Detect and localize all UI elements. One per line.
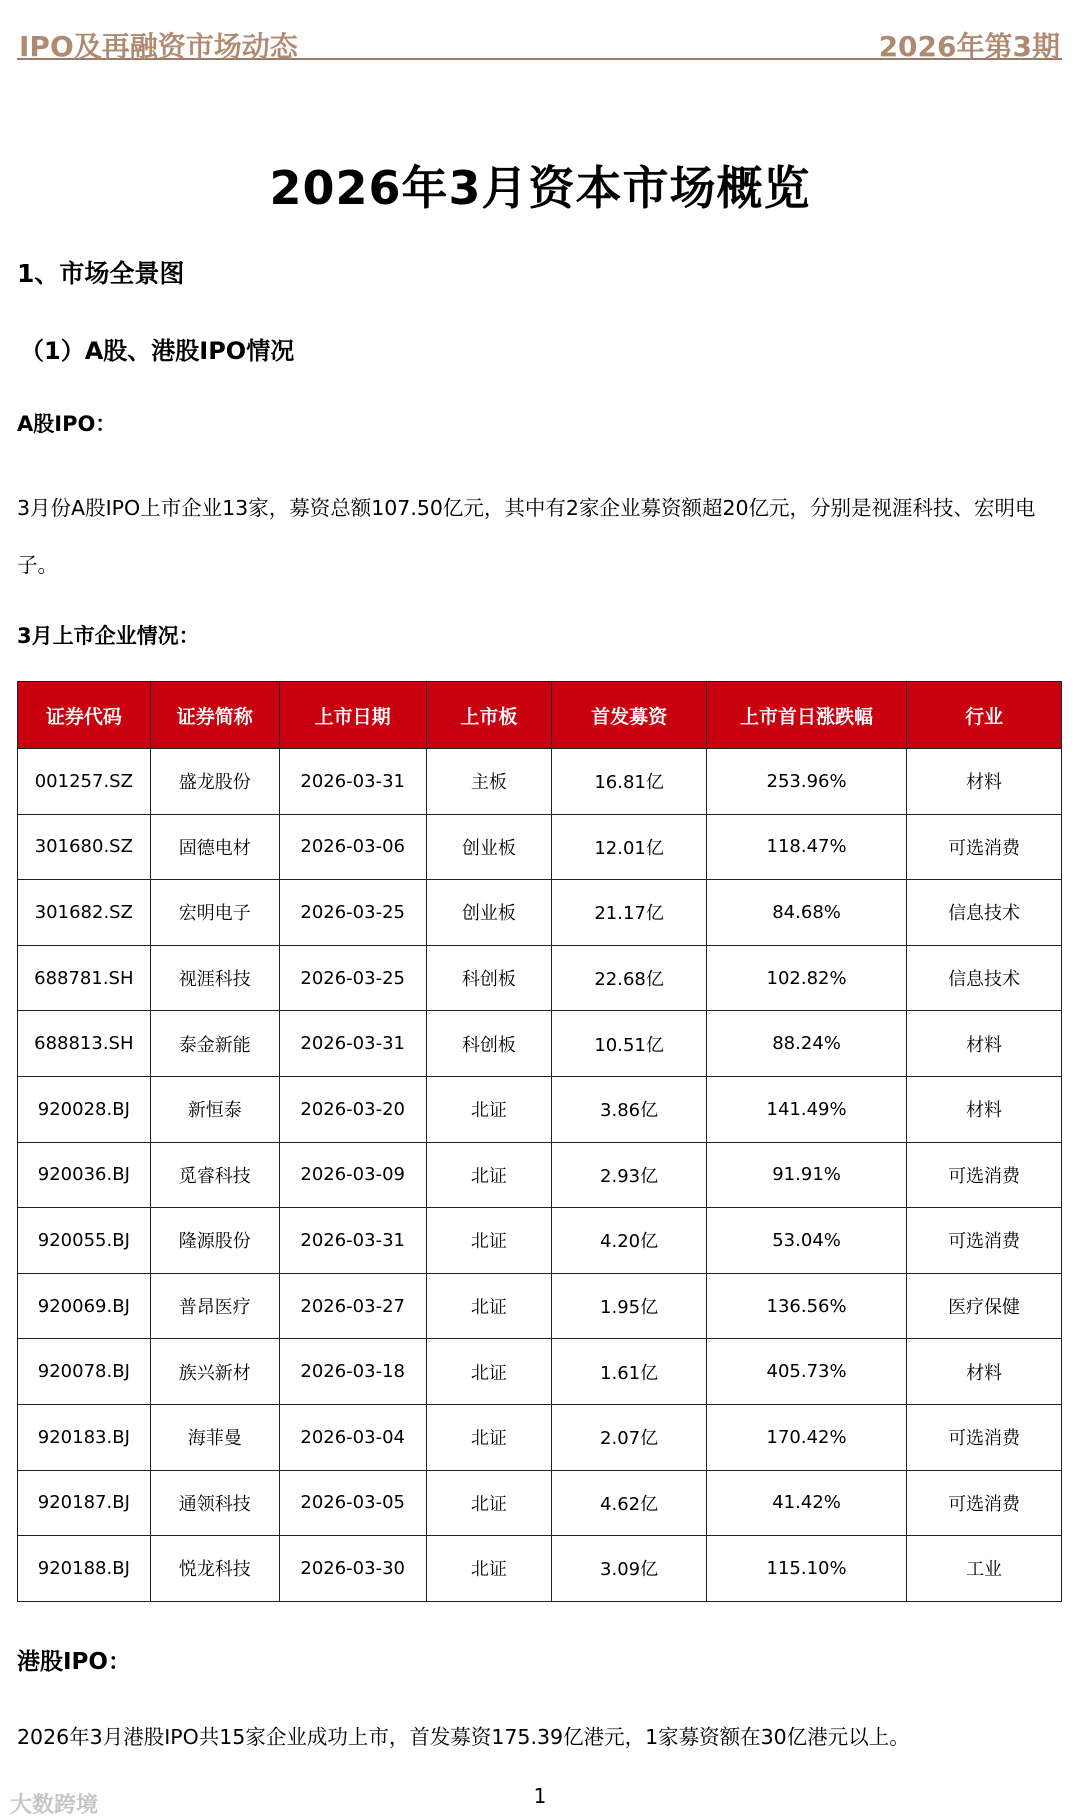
table-cell: 2.93亿	[552, 1142, 707, 1208]
table-row	[18, 749, 1062, 815]
table-cell: 10.51亿	[552, 1011, 707, 1077]
column-header: 上市首日涨跌幅	[706, 682, 906, 749]
page-header	[17, 10, 1062, 63]
column-header: 上市日期	[279, 682, 426, 749]
table-cell: 2026-03-25	[279, 880, 426, 946]
table-cell: 信息技术	[907, 880, 1062, 946]
table-cell: 102.82%	[706, 945, 906, 1011]
table-cell: 41.42%	[706, 1470, 906, 1536]
section-heading: 1、市场全景图	[17, 259, 185, 288]
table-cell: 2026-03-27	[279, 1273, 426, 1339]
column-header: 证券简称	[150, 682, 279, 749]
table-cell: 16.81亿	[552, 749, 707, 815]
table-row	[18, 1339, 1062, 1405]
table-caption: 3月上市企业情况：	[17, 624, 200, 648]
table-cell: 920069.BJ	[18, 1273, 151, 1339]
table-cell: 可选消费	[907, 1404, 1062, 1470]
table-cell: 觅睿科技	[150, 1142, 279, 1208]
table-cell: 悦龙科技	[150, 1536, 279, 1602]
table-cell: 泰金新能	[150, 1011, 279, 1077]
table-cell: 隆源股份	[150, 1208, 279, 1274]
table-cell: 2026-03-20	[279, 1076, 426, 1142]
table-cell: 22.68亿	[552, 945, 707, 1011]
table-cell: 2026-03-31	[279, 1011, 426, 1077]
table-cell: 136.56%	[706, 1273, 906, 1339]
table-header	[18, 682, 1062, 749]
header-issue-number: 2026年第3期	[878, 30, 1060, 63]
table-cell: 族兴新材	[150, 1339, 279, 1405]
table-cell: 北证	[426, 1208, 552, 1274]
table-cell: 2026-03-05	[279, 1470, 426, 1536]
table-cell: 北证	[426, 1339, 552, 1405]
table-cell: 2026-03-31	[279, 1208, 426, 1274]
table-cell: 信息技术	[907, 945, 1062, 1011]
header-publication-name: IPO及再融资市场动态	[19, 30, 298, 63]
table-cell: 海菲曼	[150, 1404, 279, 1470]
table-cell: 2026-03-25	[279, 945, 426, 1011]
table-cell: 2026-03-31	[279, 749, 426, 815]
table-cell: 301682.SZ	[18, 880, 151, 946]
table-cell: 170.42%	[706, 1404, 906, 1470]
table-cell: 91.91%	[706, 1142, 906, 1208]
table-row	[18, 1142, 1062, 1208]
table-cell: 创业板	[426, 814, 552, 880]
table-cell: 84.68%	[706, 880, 906, 946]
table-cell: 115.10%	[706, 1536, 906, 1602]
table-cell: 688781.SH	[18, 945, 151, 1011]
table-cell: 2026-03-06	[279, 814, 426, 880]
page-number: 1	[533, 1784, 547, 1808]
table-row	[18, 1076, 1062, 1142]
table-row	[18, 945, 1062, 1011]
table-cell: 1.95亿	[552, 1273, 707, 1339]
table-cell: 2026-03-04	[279, 1404, 426, 1470]
table-cell: 新恒泰	[150, 1076, 279, 1142]
table-row	[18, 814, 1062, 880]
table-cell: 53.04%	[706, 1208, 906, 1274]
table-cell: 北证	[426, 1273, 552, 1339]
column-header: 首发募资	[552, 682, 707, 749]
table-cell: 4.20亿	[552, 1208, 707, 1274]
table-cell: 材料	[907, 1011, 1062, 1077]
table-row	[18, 1208, 1062, 1274]
table-cell: 88.24%	[706, 1011, 906, 1077]
table-cell: 普昂医疗	[150, 1273, 279, 1339]
table-cell: 1.61亿	[552, 1339, 707, 1405]
table-cell: 301680.SZ	[18, 814, 151, 880]
table-cell: 盛龙股份	[150, 749, 279, 815]
table-cell: 材料	[907, 1339, 1062, 1405]
table-cell: 2.07亿	[552, 1404, 707, 1470]
table-cell: 2026-03-18	[279, 1339, 426, 1405]
table-cell: 通领科技	[150, 1470, 279, 1536]
a-share-ipo-heading: A股IPO：	[17, 412, 117, 436]
table-cell: 141.49%	[706, 1076, 906, 1142]
table-cell: 北证	[426, 1076, 552, 1142]
table-cell: 科创板	[426, 1011, 552, 1077]
document-title: 2026年3月资本市场概览	[269, 161, 811, 215]
table-cell: 3.09亿	[552, 1536, 707, 1602]
table-cell: 科创板	[426, 945, 552, 1011]
hk-summary-paragraph: 2026年3月港股IPO共15家企业成功上市，首发募资175.39亿港元，1家募资额在30亿港元以上。	[17, 1725, 910, 1749]
table-cell: 北证	[426, 1536, 552, 1602]
subsection-heading: （1）A股、港股IPO情况	[20, 337, 295, 365]
table-cell: 3.86亿	[552, 1076, 707, 1142]
table-cell: 工业	[907, 1536, 1062, 1602]
table-body	[18, 749, 1062, 1602]
table-cell: 材料	[907, 1076, 1062, 1142]
table-cell: 可选消费	[907, 814, 1062, 880]
table-cell: 可选消费	[907, 1470, 1062, 1536]
table-cell: 253.96%	[706, 749, 906, 815]
table-cell: 2026-03-30	[279, 1536, 426, 1602]
table-cell: 4.62亿	[552, 1470, 707, 1536]
table-cell: 12.01亿	[552, 814, 707, 880]
table-cell: 920028.BJ	[18, 1076, 151, 1142]
table-cell: 主板	[426, 749, 552, 815]
table-cell: 医疗保健	[907, 1273, 1062, 1339]
table-cell: 创业板	[426, 880, 552, 946]
table-cell: 固德电材	[150, 814, 279, 880]
table-cell: 118.47%	[706, 814, 906, 880]
table-cell: 2026-03-09	[279, 1142, 426, 1208]
table-cell: 北证	[426, 1470, 552, 1536]
table-cell: 920055.BJ	[18, 1208, 151, 1274]
table-cell: 可选消费	[907, 1142, 1062, 1208]
table-row	[18, 1536, 1062, 1602]
column-header: 证券代码	[18, 682, 151, 749]
column-header: 行业	[907, 682, 1062, 749]
table-cell: 920078.BJ	[18, 1339, 151, 1405]
table-cell: 920036.BJ	[18, 1142, 151, 1208]
table-cell: 920188.BJ	[18, 1536, 151, 1602]
table-cell: 北证	[426, 1142, 552, 1208]
table-cell: 920183.BJ	[18, 1404, 151, 1470]
table-cell: 北证	[426, 1404, 552, 1470]
table-cell: 21.17亿	[552, 880, 707, 946]
table-row	[18, 880, 1062, 946]
a-share-summary-paragraph: 3月份A股IPO上市企业13家，募资总额107.50亿元，其中有2家企业募资额超20亿元，分别是视涯科技、宏明电子。	[17, 496, 1036, 577]
hk-ipo-heading: 港股IPO：	[17, 1649, 131, 1675]
table-header-row	[18, 682, 1062, 749]
table-cell: 688813.SH	[18, 1011, 151, 1077]
table-cell: 宏明电子	[150, 880, 279, 946]
table-cell: 视涯科技	[150, 945, 279, 1011]
table-row	[18, 1011, 1062, 1077]
table-cell: 920187.BJ	[18, 1470, 151, 1536]
table-cell: 405.73%	[706, 1339, 906, 1405]
column-header: 上市板	[426, 682, 552, 749]
table-cell: 001257.SZ	[18, 749, 151, 815]
table-row	[18, 1470, 1062, 1536]
table-cell: 可选消费	[907, 1208, 1062, 1274]
table-cell: 材料	[907, 749, 1062, 815]
table-row	[18, 1273, 1062, 1339]
ipo-listings-table	[17, 681, 1062, 1602]
watermark-logo: 大数跨境	[10, 1793, 99, 1818]
table-row	[18, 1404, 1062, 1470]
